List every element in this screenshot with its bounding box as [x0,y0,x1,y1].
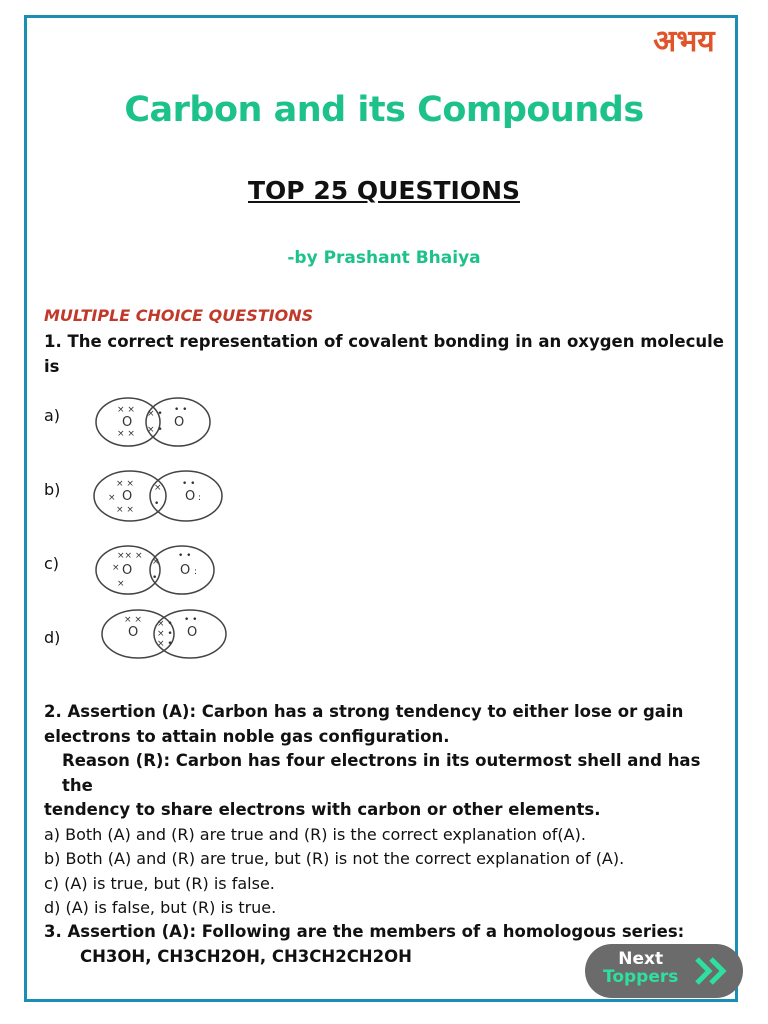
option-c-diagram [90,540,220,600]
atom-symbol: O [122,563,133,578]
option-b-label: b) [44,480,61,499]
svg-text:×: × [108,493,116,503]
question-1-text-line2: is [44,356,60,376]
option-a-label: a) [44,406,61,425]
svg-text:× •: × • [157,619,173,629]
svg-text:× ×: × × [117,405,135,415]
svg-text:× •: × • [157,639,173,649]
atom-symbol: O [185,489,196,504]
page-title: Carbon and its Compounds [124,90,644,130]
question-2 [44,700,729,921]
author-byline: -by Prashant Bhaiya [287,248,481,268]
svg-text:•: • [154,499,160,509]
chevron-right-icon [693,956,731,986]
section-title: MULTIPLE CHOICE QUESTIONS [44,306,314,325]
badge-line2: Toppers [603,967,679,987]
option-d-label: d) [44,628,61,647]
question-1 [44,330,729,379]
svg-text:× ×: × × [116,505,134,515]
atom-symbol: O [180,563,191,578]
svg-text:×: × [112,563,120,573]
svg-text:×: × [152,557,160,567]
svg-text:× •: × • [157,629,173,639]
svg-text:• •: • • [178,551,192,561]
page-subtitle: TOP 25 QUESTIONS [248,176,520,205]
option-b-diagram [90,466,230,526]
atom-symbol: O [122,415,133,430]
badge-text [603,950,678,986]
atom-symbol: O [187,625,198,640]
question-1-text-line1: 1. The correct representation of covalent bonding in an oxygen molecule [44,332,724,351]
svg-text::: : [194,567,198,577]
svg-text:×: × [154,483,162,493]
question-2-reason-line2: tendency to share electrons with carbon or other elements. [44,800,601,819]
question-3-assertion-line2: CH3OH, CH3CH2OH, CH3CH2CH2OH [80,946,412,966]
svg-text:× •: × • [147,409,163,419]
question-2-assertion-line2: electrons to attain noble gas configuration. [44,726,450,746]
svg-text:× ×: × × [116,479,134,489]
svg-text:× •: × • [147,425,163,435]
svg-text:• •: • • [184,615,198,625]
svg-text:×: × [117,579,125,589]
svg-text:•: • [152,573,158,583]
svg-text:× ×: × × [124,615,142,625]
question-2-option-c: c) (A) is true, but (R) is false. [44,873,275,893]
question-2-option-a: a) Both (A) and (R) are true and (R) is the correct explanation of(A). [44,824,586,844]
svg-text:× ×: × × [117,429,135,439]
question-2-reason-line1: Reason (R): Carbon has four electrons in its outermost shell and has the [62,751,701,795]
atom-symbol: O [174,415,185,430]
logo: अभय [653,24,715,59]
atom-symbol: O [122,489,133,504]
svg-text:×× ×: ×× × [117,551,143,561]
option-c-label: c) [44,554,60,573]
atom-symbol: O [128,625,139,640]
question-3-assertion-line1: 3. Assertion (A): Following are the members of a homologous series: [44,922,685,941]
option-d-diagram [90,604,230,664]
question-2-assertion-line1: 2. Assertion (A): Carbon has a strong tendency to either lose or gain [44,702,684,721]
option-a-diagram [90,392,220,452]
badge-line1: Next [618,949,664,969]
question-2-option-d: d) (A) is false, but (R) is true. [44,898,277,917]
svg-text::: : [198,493,202,503]
svg-text:• •: • • [174,405,188,415]
next-toppers-badge [585,944,743,998]
question-2-option-b: b) Both (A) and (R) are true, but (R) is not the correct explanation of (A). [44,849,625,868]
svg-text:• •: • • [182,479,196,489]
